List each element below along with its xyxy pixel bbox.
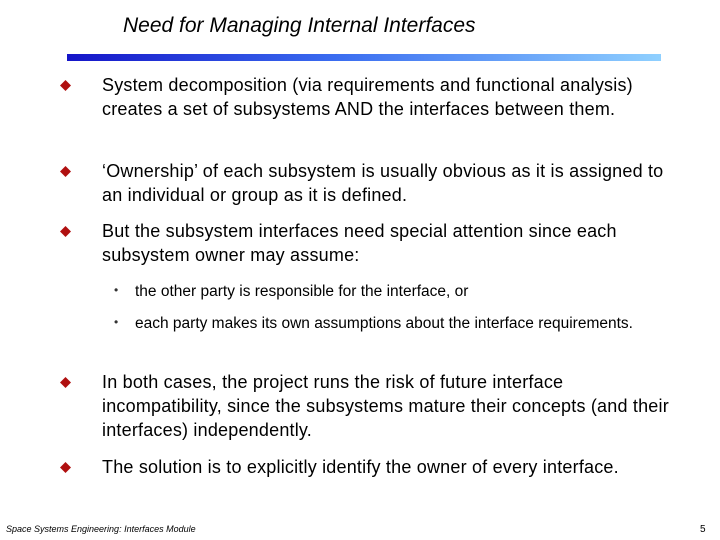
diamond-bullet-icon — [60, 377, 71, 388]
bullet-text-1: System decomposition (via requirements and functional analysis) creates a set of subsystems AND the interfaces between them. — [102, 75, 633, 119]
footer-page-number: 5 — [700, 524, 706, 535]
sub-bullet-marker: • — [114, 315, 119, 329]
footer-course-label: Space Systems Engineering: Interfaces Module — [6, 524, 196, 534]
sub-bullet-text-1: the other party is responsible for the interface, or — [135, 283, 469, 300]
sub-bullet-text-2: each party makes its own assumptions about the interface requirements. — [135, 315, 633, 332]
diamond-bullet-icon — [60, 166, 71, 177]
diamond-bullet-icon — [60, 462, 71, 473]
title-underline-bar — [67, 54, 661, 61]
slide-title: Need for Managing Internal Interfaces — [123, 14, 476, 37]
bullet-text-5: The solution is to explicitly identify the owner of every interface. — [102, 457, 619, 477]
bullet-text-4: In both cases, the project runs the risk of future interface incompatibility, since the subsystems mature their concepts (and their interfaces) independently. — [102, 372, 669, 440]
diamond-bullet-icon — [60, 80, 71, 91]
diamond-bullet-icon — [60, 226, 71, 237]
sub-bullet-marker: • — [114, 283, 119, 297]
bullet-text-2: ‘Ownership’ of each subsystem is usually obvious as it is assigned to an individual or group as it is defined. — [102, 161, 664, 205]
bullet-text-3: But the subsystem interfaces need special attention since each subsystem owner may assume: — [102, 221, 617, 265]
